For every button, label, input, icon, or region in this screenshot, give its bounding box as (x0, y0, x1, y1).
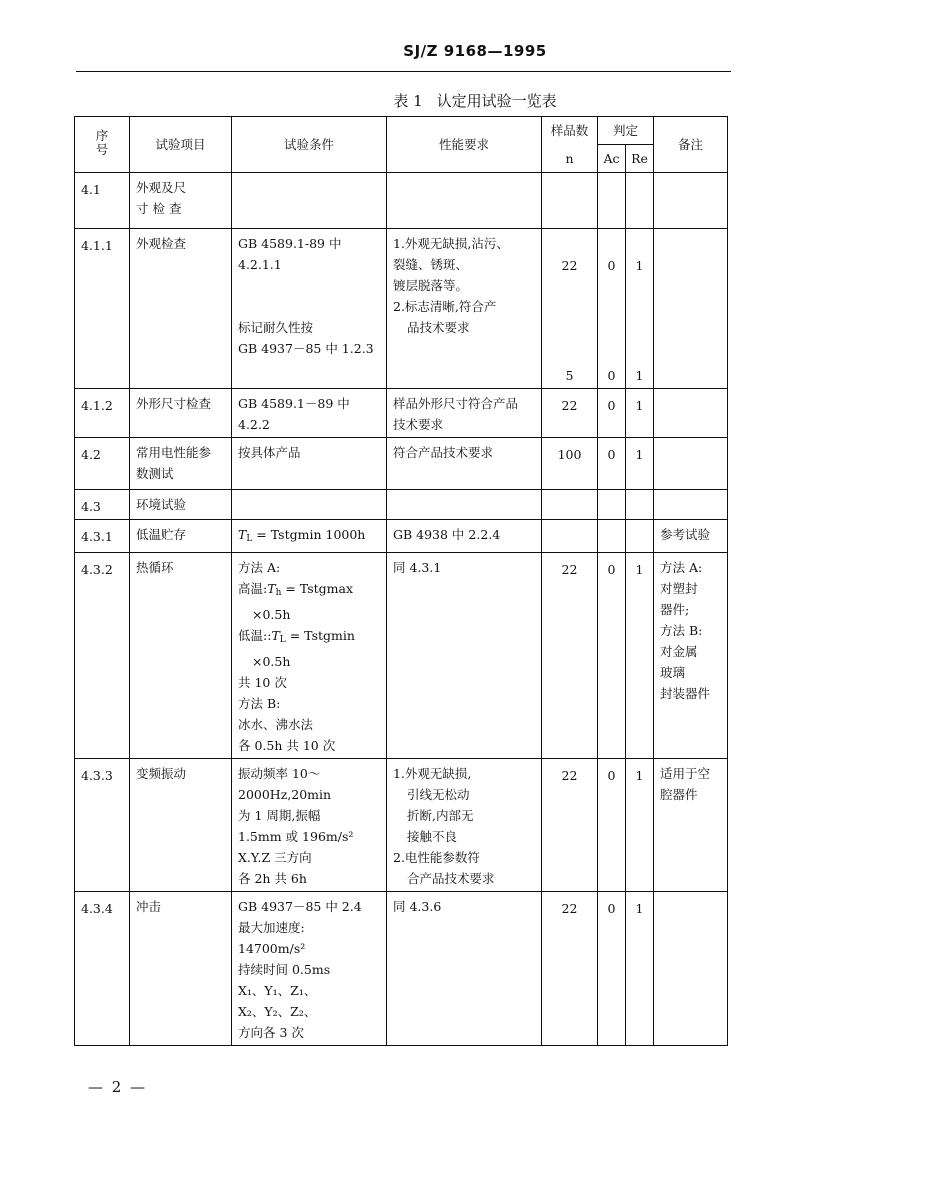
cond-line: 共 10 次 (238, 675, 287, 690)
row-note (654, 553, 728, 759)
row-seq: 4.2 (75, 438, 130, 490)
test-list-table (74, 116, 728, 1046)
cond-line: GB 4937－85 中 2.4 (238, 899, 362, 914)
item-line: 外形尺寸检查 (136, 396, 212, 411)
cell-value-2: 1 (635, 368, 644, 383)
row-condition (232, 389, 387, 438)
row-samples (542, 520, 598, 553)
cond-line: 方向各 3 次 (238, 1025, 304, 1040)
cond2-line: 标记耐久性按 (238, 320, 314, 335)
row-requirement (387, 759, 542, 892)
cond-line: GB 4589.1-89 中 (238, 236, 342, 251)
cond2-line: GB 4937－85 中 1.2.3 (238, 341, 374, 356)
req-line: 裂缝、锈斑、 (393, 257, 469, 272)
row-item (130, 490, 232, 520)
item-line: 数测试 (136, 466, 174, 481)
cell-value: 100 (557, 447, 582, 462)
header-rule (76, 71, 731, 72)
note-line: 器件; (660, 602, 690, 617)
row-note (654, 229, 728, 389)
cell-value-2: 0 (607, 368, 616, 383)
cond-line: 4.2.1.1 (238, 257, 282, 272)
row-condition (232, 438, 387, 490)
item-line: 外观检查 (136, 236, 187, 251)
item-line: 热循环 (136, 560, 174, 575)
row-seq: 4.3.2 (75, 553, 130, 759)
cond-line: 最大加速度: (238, 920, 305, 935)
cond-line: ×0.5h (252, 654, 291, 669)
row-ac (598, 173, 626, 229)
cond-line: 4.2.2 (238, 417, 270, 432)
table-body (75, 173, 728, 1046)
row-condition (232, 173, 387, 229)
req-line: 引线无松动 (407, 787, 470, 802)
row-ac (598, 490, 626, 520)
cell-value: 1 (635, 768, 644, 783)
page-number: — 2 — (88, 1078, 148, 1096)
row-requirement (387, 520, 542, 553)
row-note (654, 389, 728, 438)
row-condition (232, 520, 387, 553)
table-row (75, 173, 728, 229)
row-item (130, 389, 232, 438)
item-line: 环境试验 (136, 497, 187, 512)
row-seq: 4.1.2 (75, 389, 130, 438)
col-samples: 样品数 (542, 117, 598, 145)
cell-value: 0 (607, 447, 616, 462)
cond-line: 冰水、沸水法 (238, 717, 314, 732)
row-re (626, 490, 654, 520)
cond-line: 各 0.5h 共 10 次 (238, 738, 336, 753)
row-re (626, 520, 654, 553)
row-requirement (387, 490, 542, 520)
note-line: 玻璃 (660, 665, 686, 680)
table-caption (0, 90, 950, 111)
note-line: 方法 A: (660, 560, 703, 575)
cell-value: 0 (607, 901, 616, 916)
note-line: 腔器件 (660, 787, 698, 802)
col-ac: Ac (598, 145, 626, 173)
cell-value: 0 (607, 258, 616, 273)
row-requirement (387, 389, 542, 438)
row-seq: 4.3 (75, 490, 130, 520)
row-seq: 4.3.3 (75, 759, 130, 892)
col-condition: 试验条件 (232, 117, 387, 173)
cond-line: 为 1 周期,振幅 (238, 808, 321, 823)
req-line: 折断,内部无 (407, 808, 474, 823)
table-row (75, 892, 728, 1046)
row-re (626, 759, 654, 892)
row-requirement (387, 892, 542, 1046)
row-seq: 4.3.1 (75, 520, 130, 553)
row-condition (232, 490, 387, 520)
cond-line: 高温$:T_h$ = Tstgmax (238, 581, 354, 598)
col-item: 试验项目 (130, 117, 232, 173)
item-line: 外观及尺 (136, 180, 187, 195)
row-ac (598, 892, 626, 1046)
cond-line: 按具体产品 (238, 445, 301, 460)
cell-value: 22 (561, 398, 578, 413)
row-requirement (387, 229, 542, 389)
row-condition (232, 892, 387, 1046)
row-requirement (387, 173, 542, 229)
row-ac (598, 389, 626, 438)
row-samples (542, 173, 598, 229)
req-line: 技术要求 (393, 417, 444, 432)
table-row (75, 229, 728, 389)
row-samples (542, 759, 598, 892)
table-number: 表 1 (393, 92, 423, 110)
row-re (626, 553, 654, 759)
row-ac (598, 759, 626, 892)
req-line: 接触不良 (407, 829, 458, 844)
spacer (238, 275, 380, 317)
req-line: 符合产品技术要求 (393, 445, 494, 460)
cond-line: 低温$::T_L$ = Tstgmin (238, 628, 355, 645)
col-seq: 序号 (75, 117, 130, 173)
note-line: 封装器件 (660, 686, 711, 701)
row-seq: 4.1 (75, 173, 130, 229)
row-item (130, 438, 232, 490)
row-note (654, 173, 728, 229)
row-samples (542, 438, 598, 490)
row-samples (542, 229, 598, 389)
cond-line: 持续时间 0.5ms (238, 962, 331, 977)
cell-value: 1 (635, 258, 644, 273)
table-header (75, 117, 728, 173)
cond-line: 方法 A: (238, 560, 281, 575)
row-samples (542, 490, 598, 520)
cell-value: 1 (635, 901, 644, 916)
cell-value: 22 (561, 258, 578, 273)
row-requirement (387, 438, 542, 490)
req-line: 2.电性能参数符 (393, 850, 480, 865)
cond-line: 14700m/s² (238, 941, 306, 956)
req-line: 1.外观无缺损, (393, 766, 472, 781)
req-line: 合产品技术要求 (407, 871, 495, 886)
cond-line: X₂、Y₂、Z₂、 (238, 1004, 317, 1019)
table-row (75, 759, 728, 892)
cond-line: 方法 B: (238, 696, 281, 711)
item-line: 冲击 (136, 899, 162, 914)
row-re (626, 892, 654, 1046)
item-line: 低温贮存 (136, 527, 187, 542)
row-item (130, 173, 232, 229)
req-line: 样品外形尺寸符合产品 (393, 396, 519, 411)
col-judge: 判定 (598, 117, 654, 145)
row-item (130, 553, 232, 759)
row-re (626, 229, 654, 389)
table-row (75, 520, 728, 553)
cell-value: 0 (607, 562, 616, 577)
cell-value: 0 (607, 398, 616, 413)
cond-line: X.Y.Z 三方向 (238, 850, 312, 865)
cond-line: 1.5mm 或 196m/s² (238, 829, 354, 844)
req-line: 同 4.3.6 (393, 899, 442, 914)
cell-value: 1 (635, 398, 644, 413)
document-number: SJ/Z 9168—1995 (403, 42, 547, 60)
cond-line: X₁、Y₁、Z₁、 (238, 983, 317, 998)
req-line: 镀层脱落等。 (393, 278, 469, 293)
table-row (75, 490, 728, 520)
cell-value: 0 (607, 768, 616, 783)
row-item (130, 520, 232, 553)
col-samples-n: n (542, 145, 598, 173)
table-row (75, 553, 728, 759)
item-line: 常用电性能参 (136, 445, 212, 460)
req-line: 品技术要求 (407, 320, 470, 335)
note-line: 参考试验 (660, 527, 711, 542)
note-line: 适用于空 (660, 766, 711, 781)
row-re (626, 438, 654, 490)
cell-value-2: 5 (565, 368, 574, 383)
row-note (654, 759, 728, 892)
row-ac (598, 520, 626, 553)
row-item (130, 229, 232, 389)
table-title: 认定用试验一览表 (436, 92, 557, 110)
row-re (626, 389, 654, 438)
cond-line: ×0.5h (252, 607, 291, 622)
row-item (130, 759, 232, 892)
req-line: GB 4938 中 2.2.4 (393, 527, 501, 542)
row-samples (542, 389, 598, 438)
row-item (130, 892, 232, 1046)
row-ac (598, 553, 626, 759)
row-note (654, 520, 728, 553)
note-line: 对塑封 (660, 581, 698, 596)
cond-line: $T_L$ = Tstgmin 1000h (238, 527, 366, 544)
cond-line: 2000Hz,20min (238, 787, 332, 802)
row-seq: 4.1.1 (75, 229, 130, 389)
req-line: 1.外观无缺损,沾污、 (393, 236, 509, 251)
note-line: 对金属 (660, 644, 698, 659)
row-samples (542, 892, 598, 1046)
row-ac (598, 438, 626, 490)
cell-value: 22 (561, 901, 578, 916)
cell-value: 22 (561, 562, 578, 577)
row-note (654, 438, 728, 490)
cond-line: 各 2h 共 6h (238, 871, 307, 886)
col-note: 备注 (654, 117, 728, 173)
row-note (654, 892, 728, 1046)
row-condition (232, 229, 387, 389)
table-row (75, 389, 728, 438)
cond-line: GB 4589.1－89 中 (238, 396, 350, 411)
row-seq: 4.3.4 (75, 892, 130, 1046)
row-ac (598, 229, 626, 389)
row-condition (232, 553, 387, 759)
req-line: 同 4.3.1 (393, 560, 442, 575)
row-samples (542, 553, 598, 759)
row-condition (232, 759, 387, 892)
cell-value: 1 (635, 562, 644, 577)
row-requirement (387, 553, 542, 759)
cell-value: 1 (635, 447, 644, 462)
item-line: 变频振动 (136, 766, 187, 781)
col-requirement: 性能要求 (387, 117, 542, 173)
item-line: 寸 检 查 (136, 201, 182, 216)
req-line: 2.标志清晰,符合产 (393, 299, 497, 314)
cond-line: 振动频率 10～ (238, 766, 321, 781)
note-line: 方法 B: (660, 623, 703, 638)
row-re (626, 173, 654, 229)
col-re: Re (626, 145, 654, 173)
cell-value: 22 (561, 768, 578, 783)
row-note (654, 490, 728, 520)
table-row (75, 438, 728, 490)
